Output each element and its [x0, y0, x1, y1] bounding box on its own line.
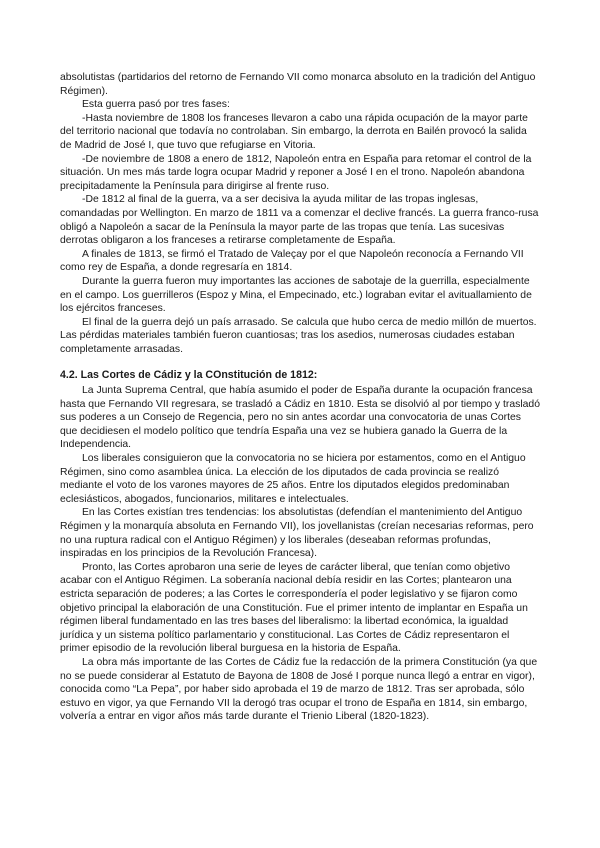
- paragraph: La obra más importante de las Cortes de Cádiz fue la redacción de la primera Constitución (ya que no se puede considerar al Estatuto de Bayona de 1808 de José I porque nunca llegó a entrar en vigor), conocida como “La Pepa”, por haber sido aprobada el 19 de marzo de 1812. Tras ser aprobada, sólo estuvo en vigor, ya que Fernando VII la derogó tras ocupar el trono de España en 1814, sin embargo, volvería a entrar en vigor años más tarde durante el Trienio Liberal (1820-1823).: [60, 656, 538, 723]
- section-heading: 4.2. Las Cortes de Cádiz y la COnstitución de 1812:: [60, 369, 318, 382]
- paragraph: absolutistas (partidarios del retorno de Fernando VII como monarca absoluto en la tradición del Antiguo Régimen).: [60, 72, 536, 97]
- section-gap: [60, 356, 540, 369]
- paragraph: Los liberales consiguieron que la convocatoria no se hiciera por estamentos, como en el Antiguo Régimen, sino como asamblea única. La elección de los diputados de cada provincia se realizó mediante el voto de los varones mayores de 25 años. Entre los diputados elegidos predominaban eclesiásticos, abogados, funcionarios, militares e intelectuales.: [60, 453, 526, 505]
- paragraph: Esta guerra pasó por tres fases:: [82, 99, 230, 111]
- section-cortes-cadiz: [60, 369, 540, 723]
- paragraph: -De noviembre de 1808 a enero de 1812, Napoleón entra en España para retomar el control de la situación. Un mes más tarde logra ocupar Madrid y reponer a José I en el trono. Napoleón abandona precipitadamente la Península para dirigirse al frente ruso.: [60, 153, 532, 192]
- paragraph: Durante la guerra fueron muy importantes las acciones de sabotaje de la guerrilla, especialmente en el campo. Los guerrilleros (Espoz y Mina, el Empecinado, etc.) lograban evitar el avituallamiento de los ejércitos franceses.: [60, 275, 532, 315]
- paragraph: Pronto, las Cortes aprobaron una serie de leyes de carácter liberal, que tenían como objetivo acabar con el Antiguo Régimen. La soberanía nacional debía residir en las Cortes; plantearon una estricta separación de poderes; a las Cortes le correspondería el poder legislativo y se fijaron como objetivo principal la elaboración de una Constitución. Fue el primer intento de implantar en España un régimen liberal fundamentado en las tres bases del liberalismo: la libertad económica, la igualdad jurídica y un sistema político parlamentario y constitucional. Las Cortes de Cádiz representaron el primer episodio de la revolución liberal burguesa en la historia de España.: [60, 561, 528, 655]
- section-war-phases: [60, 71, 540, 356]
- paragraph: El final de la guerra dejó un país arrasado. Se calcula que hubo cerca de medio millón de muertos. Las pérdidas materiales también fueron cuantiosas; tras los asedios, numerosas ciudades estaban completamente arrasadas.: [60, 316, 537, 355]
- paragraph: La Junta Suprema Central, que había asumido el poder de España durante la ocupación francesa hasta que Fernando VII regresara, se trasladó a Cádiz en 1810. Esta se disolvió al por tiempo y trasladó sus poderes a un Consejo de Regencia, pero no sin antes acordar una convocatoria de unas Cortes que decidiesen el modelo político que tendría España una vez se hubiera ganado la Guerra de la Independencia.: [60, 385, 540, 451]
- paragraph: A finales de 1813, se firmó el Tratado de Valeçay por el que Napoleón reconocía a Fernando VII como rey de España, a donde regresaría en 1814.: [60, 248, 524, 274]
- paragraph: -De 1812 al final de la guerra, va a ser decisiva la ayuda militar de las tropas inglesas, comandadas por Wellington. En marzo de 1811 va a comenzar el declive francés. La guerra franco-rusa obligó a Napoleón a sacar de la Península la mayor parte de las tropas que tenía. Las sucesivas derrotas obligaron a los franceses a retirarse completamente de España.: [60, 194, 539, 247]
- paragraph: En las Cortes existían tres tendencias: los absolutistas (defendían el mantenimiento del Antiguo Régimen y la monarquía absoluta en Fernando VII), los jovellanistas (creían necesarias reformas, pero no una ruptura radical con el Antiguo Régimen) y los liberales (deseaban reformas profundas, inspiradas en los principios de la Revolución Francesa).: [60, 507, 534, 560]
- paragraph: -Hasta noviembre de 1808 los franceses llevaron a cabo una rápida ocupación de la mayor parte del territorio nacional que todavía no controlaban. Sin embargo, la derrota en Bailén provocó la salida de Madrid de José I, que tuvo que refugiarse en Vitoria.: [60, 112, 528, 151]
